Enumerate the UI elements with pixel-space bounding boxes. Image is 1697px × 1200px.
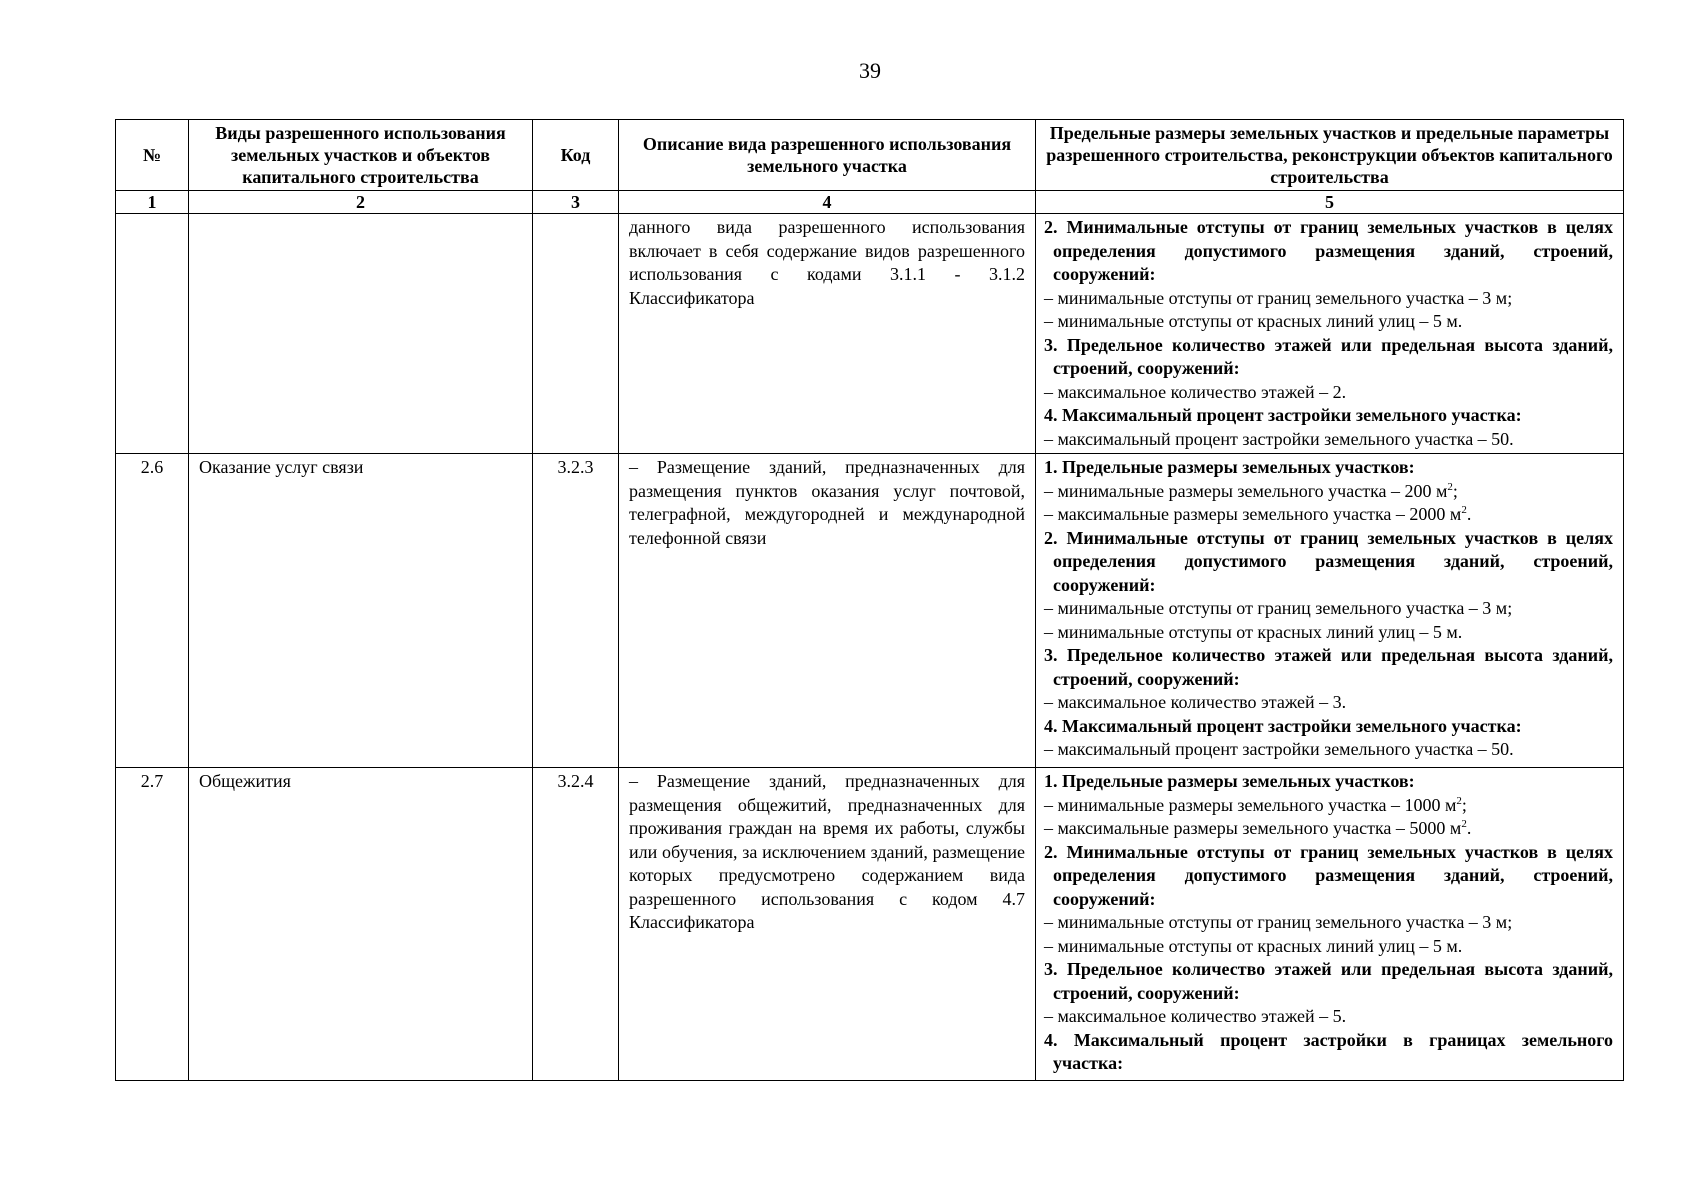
parameter-text: 3. Предельное количество этажей или предельная высота зданий, строений, сооружений: xyxy=(1044,334,1613,378)
parameter-heading xyxy=(1044,644,1613,691)
page-number: 39 xyxy=(859,58,881,83)
usage-parameters xyxy=(1036,768,1624,1081)
parameter-heading xyxy=(1044,715,1613,739)
parameter-text: 3. Предельное количество этажей или предельная высота зданий, строений, сооружений: xyxy=(1044,959,1613,1003)
row-number xyxy=(116,214,189,454)
usage-kind: Оказание услуг связи xyxy=(189,454,533,768)
parameter-heading xyxy=(1044,958,1613,1005)
parameter-item xyxy=(1044,911,1613,935)
column-number: 4 xyxy=(619,191,1036,214)
header-row xyxy=(116,120,1624,191)
parameter-text: – минимальные отступы от границ земельного участка – 3 м; xyxy=(1044,287,1513,308)
parameter-text: – минимальные отступы от красных линий улиц – 5 м. xyxy=(1044,935,1463,956)
table-row xyxy=(116,768,1624,1081)
zoning-table xyxy=(115,119,1624,1081)
parameter-text: – максимальные размеры земельного участка – 5000 м xyxy=(1044,818,1462,838)
header-num: № xyxy=(116,120,189,191)
parameter-item xyxy=(1044,428,1613,452)
parameter-text: – минимальные размеры земельного участка – 200 м xyxy=(1044,480,1448,501)
parameter-heading xyxy=(1044,216,1613,287)
parameter-text: 4. Максимальный процент застройки земельного участка: xyxy=(1044,715,1522,736)
parameter-item xyxy=(1044,503,1613,527)
punctuation: . xyxy=(1466,504,1472,524)
usage-code: 3.2.3 xyxy=(533,454,619,768)
usage-parameters xyxy=(1036,214,1624,454)
row-number: 2.7 xyxy=(116,768,189,1081)
parameter-item xyxy=(1044,597,1613,621)
parameter-item xyxy=(1044,480,1613,504)
parameter-text: – максимальное количество этажей – 3. xyxy=(1044,692,1347,712)
column-number: 5 xyxy=(1036,191,1624,214)
column-number: 2 xyxy=(189,191,533,214)
parameter-text: – максимальный процент застройки земельного участка – 50. xyxy=(1044,739,1514,759)
table-row xyxy=(116,214,1624,454)
parameter-heading xyxy=(1044,456,1613,480)
parameter-heading xyxy=(1044,1029,1613,1076)
parameter-text: – максимальное количество этажей – 5. xyxy=(1044,1006,1347,1026)
parameter-text: – минимальные отступы от границ земельного участка – 3 м; xyxy=(1044,912,1513,932)
parameter-text: – минимальные отступы от красных линий улиц – 5 м. xyxy=(1044,621,1463,642)
parameter-heading xyxy=(1044,770,1613,794)
parameter-item xyxy=(1044,381,1613,405)
parameter-item xyxy=(1044,738,1613,762)
header-params: Предельные размеры земельных участков и предельные параметры разрешенного строительства, реконструкции объектов капитального строительства xyxy=(1036,120,1624,191)
header-kind: Виды разрешенного использования земельных участков и объектов капитального строительства xyxy=(189,120,533,191)
parameter-text: 2. Минимальные отступы от границ земельных участков в целях определения допустимого размещения зданий, строений, сооружений: xyxy=(1044,527,1613,595)
usage-description xyxy=(619,454,1036,768)
parameter-text: 1. Предельные размеры земельных участков: xyxy=(1044,771,1415,791)
punctuation: . xyxy=(1466,818,1472,838)
punctuation: ; xyxy=(1452,480,1458,501)
superscript: 2 xyxy=(1461,818,1467,830)
column-number: 3 xyxy=(533,191,619,214)
parameter-item xyxy=(1044,310,1613,334)
usage-description xyxy=(619,768,1036,1081)
row-number: 2.6 xyxy=(116,454,189,768)
column-number: 1 xyxy=(116,191,189,214)
parameter-text: – минимальные размеры земельного участка – 1000 м xyxy=(1044,794,1457,815)
parameter-heading xyxy=(1044,334,1613,381)
parameter-text: 2. Минимальные отступы от границ земельных участков в целях определения допустимого размещения зданий, строений, сооружений: xyxy=(1044,217,1613,284)
parameter-item xyxy=(1044,794,1613,818)
parameter-text: – максимальные размеры земельного участка – 2000 м xyxy=(1044,504,1462,524)
usage-code: 3.2.4 xyxy=(533,768,619,1081)
parameter-text: 1. Предельные размеры земельных участков: xyxy=(1044,457,1415,477)
header-description: Описание вида разрешенного использования земельного участка xyxy=(619,120,1036,191)
parameter-item xyxy=(1044,817,1613,841)
usage-kind xyxy=(189,214,533,454)
usage-description xyxy=(619,214,1036,454)
description-text: – Размещение зданий, предназначенных для размещения общежитий, предназначенных для проживания граждан на время их работы, службы или обучения, за исключением зданий, размещение которых предусмотрено содержанием вида разрешенного использования с кодом 4.7 Классификатора xyxy=(629,771,1025,932)
header-code: Код xyxy=(533,120,619,191)
parameter-item xyxy=(1044,1005,1613,1029)
superscript: 2 xyxy=(1447,480,1453,493)
parameter-text: 2. Минимальные отступы от границ земельных участков в целях определения допустимого размещения зданий, строений, сооружений: xyxy=(1044,841,1613,909)
punctuation: ; xyxy=(1461,794,1467,815)
parameter-text: – минимальные отступы от границ земельного участка – 3 м; xyxy=(1044,598,1513,618)
table-body xyxy=(116,214,1624,1081)
description-text: данного вида разрешенного использования включает в себя содержание видов разрешенного использования с кодами 3.1.1 - 3.1.2 Классификатора xyxy=(629,217,1025,308)
parameter-text: 3. Предельное количество этажей или предельная высота зданий, строений, сооружений: xyxy=(1044,645,1613,689)
description-text: – Размещение зданий, предназначенных для размещения пунктов оказания услуг почтовой, телеграфной, междугородней и международной телефонной связи xyxy=(629,457,1025,548)
superscript: 2 xyxy=(1461,504,1467,516)
usage-parameters xyxy=(1036,454,1624,768)
parameter-item xyxy=(1044,621,1613,645)
table-row xyxy=(116,454,1624,768)
parameter-item xyxy=(1044,935,1613,959)
parameter-text: 4. Максимальный процент застройки в границах земельного участка: xyxy=(1044,1029,1613,1073)
superscript: 2 xyxy=(1456,794,1462,807)
parameter-text: – максимальное количество этажей – 2. xyxy=(1044,381,1347,402)
usage-code xyxy=(533,214,619,454)
column-number-row xyxy=(116,191,1624,214)
parameter-text: 4. Максимальный процент застройки земельного участка: xyxy=(1044,405,1522,425)
parameter-heading xyxy=(1044,527,1613,598)
usage-kind: Общежития xyxy=(189,768,533,1081)
parameter-text: – максимальный процент застройки земельного участка – 50. xyxy=(1044,428,1514,449)
parameter-heading xyxy=(1044,404,1613,428)
parameter-text: – минимальные отступы от красных линий улиц – 5 м. xyxy=(1044,311,1463,331)
parameter-heading xyxy=(1044,841,1613,912)
parameter-item xyxy=(1044,287,1613,311)
parameter-item xyxy=(1044,691,1613,715)
